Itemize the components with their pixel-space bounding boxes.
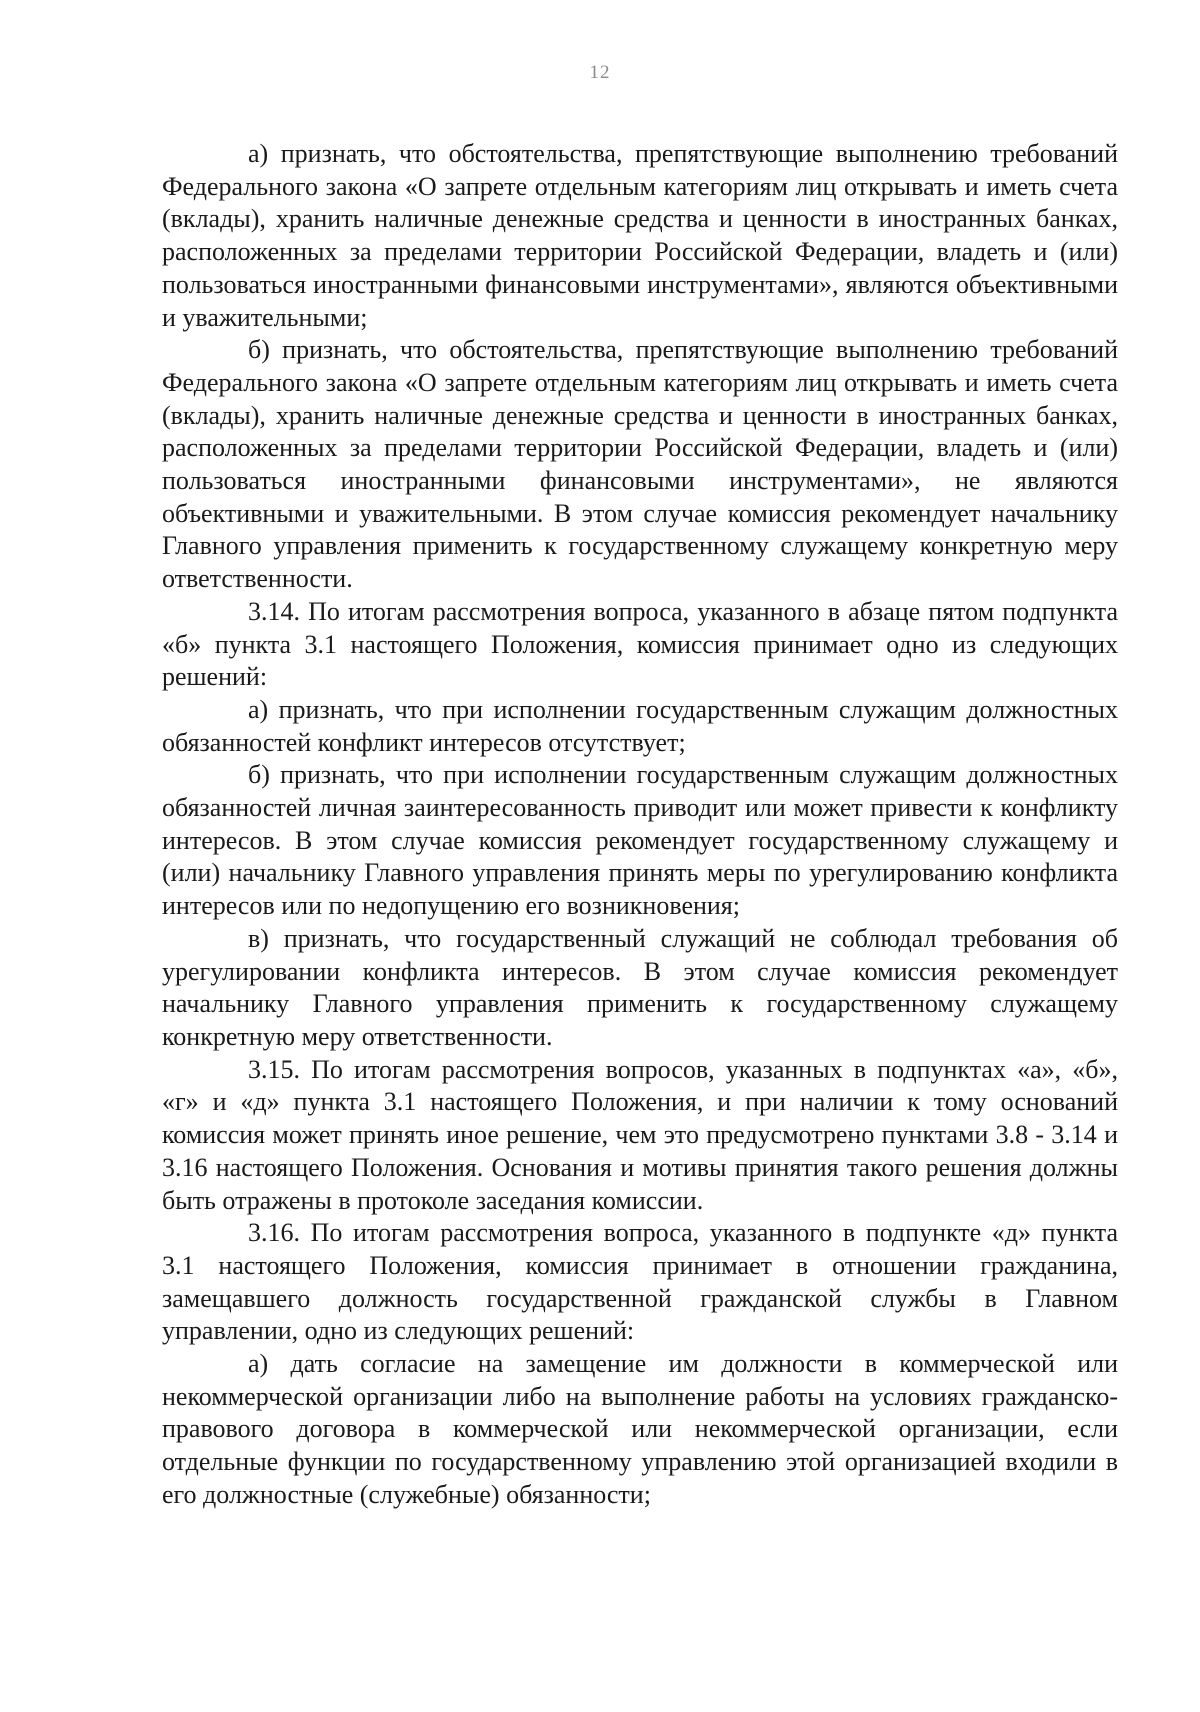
paragraph-3-14: 3.14. По итогам рассмотрения вопроса, указанного в абзаце пятом подпункта «б» пункта 3.1 настоящего Положения, комиссия принимает одно из следующих решений:	[162, 596, 1118, 692]
paragraph-a-objective-reasons: а) признать, что обстоятельства, препятствующие выполнению требований Федерального закона «О запрете отдельным категориям лиц открывать и иметь счета (вклады), хранить наличные денежные средства и ценности в иностранных банках, расположенных за пределами территории Российской Федерации, владеть и (или) пользоваться иностранными финансовыми инструментами», являются объективными и уважительными;	[162, 139, 1118, 332]
paragraph-b-not-objective-reasons: б) признать, что обстоятельства, препятствующие выполнению требований Федерального закона «О запрете отдельным категориям лиц открывать и иметь счета (вклады), хранить наличные денежные средства и ценности в иностранных банках, расположенных за пределами территории Российской Федерации, владеть и (или) пользоваться иностранными финансовыми инструментами», не являются объективными и уважительными. В этом случае комиссия рекомендует начальнику Главного управления применить к государственному служащему конкретную меру ответственности.	[162, 335, 1118, 594]
paragraph-3-15: 3.15. По итогам рассмотрения вопросов, указанных в подпунктах «а», «б», «г» и «д» пункта 3.1 настоящего Положения, и при наличии к тому оснований комиссия может принять иное решение, чем это предусмотрено пунктами 3.8 - 3.14 и 3.16 настоящего Положения. Основания и мотивы принятия такого решения должны быть отражены в протоколе заседания комиссии.	[162, 1054, 1118, 1215]
page-number: 12	[589, 62, 611, 83]
paragraph-3-14-a: а) признать, что при исполнении государственным служащим должностных обязанностей конфликт интересов отсутствует;	[162, 694, 1118, 757]
paragraph-3-16-a: а) дать согласие на замещение им должности в коммерческой или некоммерческой организации либо на выполнение работы на условиях гражданско-правового договора в коммерческой или некоммерческой организации, если отдельные функции по государственному управлению этой организацией входили в его должностные (служебные) обязанности;	[162, 1349, 1118, 1509]
paragraph-3-14-v: в) признать, что государственный служащий не соблюдал требования об урегулировании конфликта интересов. В этом случае комиссия рекомендует начальнику Главного управления применить к государственному служащему конкретную меру ответственности.	[162, 923, 1118, 1051]
paragraph-3-16: 3.16. По итогам рассмотрения вопроса, указанного в подпункте «д» пункта 3.1 настоящего Положения, комиссия принимает в отношении гражданина, замещавшего должность государственной гражданской службы в Главном управлении, одно из следующих решений:	[162, 1218, 1118, 1346]
document-body	[162, 138, 1118, 1512]
paragraph-3-14-b: б) признать, что при исполнении государственным служащим должностных обязанностей личная заинтересованность приводит или может привести к конфликту интересов. В этом случае комиссия рекомендует государственному служащему и (или) начальнику Главного управления принять меры по урегулированию конфликта интересов или по недопущению его возникновения;	[162, 760, 1118, 921]
